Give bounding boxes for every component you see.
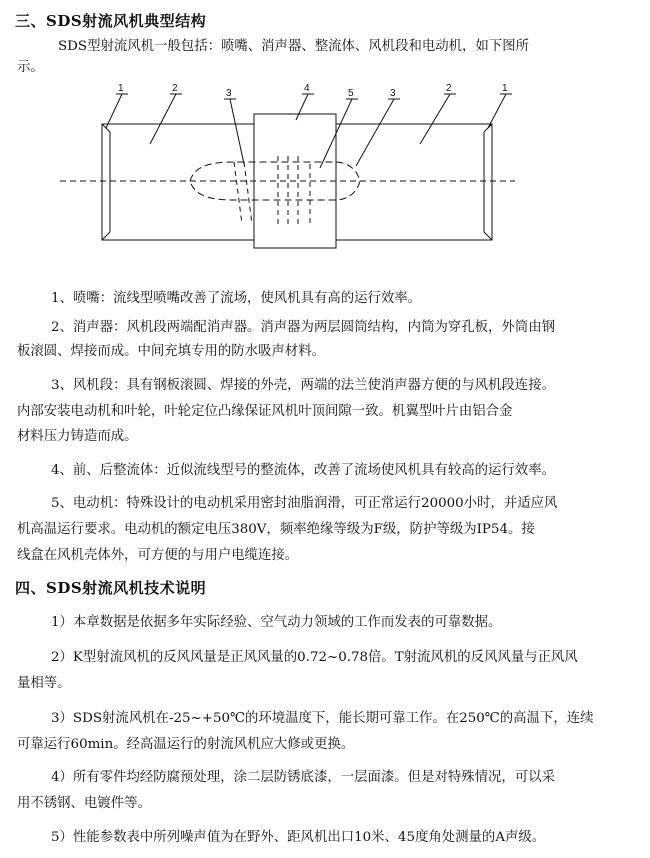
component-5-line-3: 线盒在风机壳体外，可方便的与用户电缆连接。 (17, 548, 299, 563)
tech-note-1-line-1: 1）本章数据是依据多年实际经验、空气动力领域的工作而发表的可靠数据。 (51, 615, 502, 630)
component-2-line-2: 板滚圆、焊接而成。中间充填专用的防水吸声材料。 (17, 344, 325, 359)
component-3-line-3: 材料压力铸造而成。 (17, 429, 138, 444)
callout-silencer-right: 2 (446, 84, 452, 94)
section-4-heading: 四、SDS射流风机技术说明 (15, 579, 207, 597)
tech-note-4-line-1: 4）所有零件均经防腐预处理，涂二层防锈底漆，一层面漆。但是对特殊情况，可以采 (51, 770, 555, 785)
section-3-intro-line-2: 示。 (17, 60, 44, 75)
component-5-line-2: 机高温运行要求。电动机的额定电压380V，频率绝缘等级为F级，防护等级为IP54。接 (17, 522, 535, 537)
component-3-line-1: 3、风机段：具有钢板滚圆、焊接的外壳，两端的法兰使消声器方便的与风机段连接。 (51, 378, 555, 393)
component-3-line-2: 内部安装电动机和叶轮，叶轮定位凸缘保证风机叶顶间隙一致。机翼型叶片由铝合金 (17, 404, 513, 419)
tech-note-2-line-2: 量相等。 (17, 676, 71, 691)
callout-fan-section: 4 (304, 84, 310, 94)
callout-nozzle-left: 1 (118, 84, 124, 94)
callout-fairing-right: 3 (390, 88, 396, 99)
callout-fairing-left: 3 (226, 88, 232, 99)
callout-motor: 5 (348, 88, 354, 99)
jet-fan-structure-diagram (30, 84, 530, 256)
component-1-line-1: 1、喷嘴：流线型喷嘴改善了流场，使风机具有高的运行效率。 (51, 291, 422, 306)
component-2-line-1: 2、消声器：风机段两端配消声器。消声器为两层圆筒结构，内筒为穿孔板，外筒由钢 (51, 320, 555, 335)
tech-note-3-line-1: 3）SDS射流风机在-25~+50℃的环境温度下，能长期可靠工作。在250℃的高温下，连续 (51, 711, 594, 726)
section-3-intro-line-1: SDS型射流风机一般包括：喷嘴、消声器、整流体、风机段和电动机，如下图所 (58, 39, 529, 54)
component-4-line-1: 4、前、后整流体：近似流线型号的整流体，改善了流场使风机具有较高的运行效率。 (51, 463, 555, 478)
tech-note-5-line-1: 5）性能参数表中所列噪声值为在野外、距风机出口10米、45度角处测量的A声级。 (51, 830, 546, 845)
left-silencer-shell (102, 124, 254, 240)
component-5-line-1: 5、电动机：特殊设计的电动机采用密封油脂润滑，可正常运行20000小时，并适应风 (51, 496, 558, 511)
section-3-heading: 三、SDS射流风机典型结构 (15, 12, 207, 30)
callout-nozzle-right: 1 (502, 84, 508, 94)
tech-note-2-line-1: 2）K型射流风机的反风风量是正风风量的0.72~0.78倍。T射流风机的反风风量与正风风 (51, 650, 578, 665)
tech-note-3-line-2: 可靠运行60min。经高温运行的射流风机应大修或更换。 (17, 737, 355, 752)
callout-silencer-left: 2 (172, 84, 178, 94)
tech-note-4-line-2: 用不锈钢、电镀件等。 (17, 796, 151, 811)
